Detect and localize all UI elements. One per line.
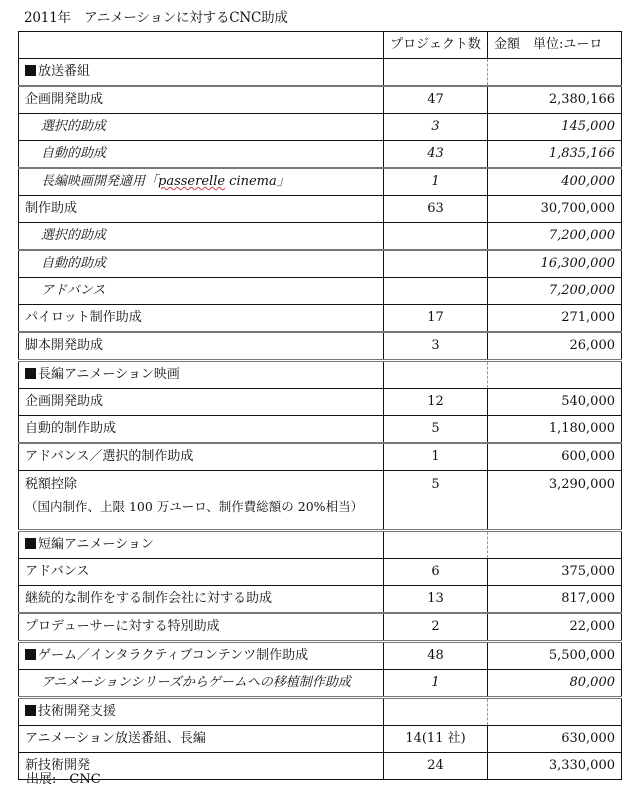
table-row — [19, 416, 622, 444]
row-amount: 80,000 — [488, 670, 622, 698]
row-projects — [384, 223, 488, 251]
row-projects: 47 — [384, 86, 488, 114]
row-amount: 1,835,166 — [488, 141, 622, 169]
table-row — [19, 86, 622, 114]
cnc-subsidy-table — [18, 31, 622, 780]
row-projects: 5 — [384, 416, 488, 444]
header-amount: 金額 単位:ユーロ — [488, 32, 622, 59]
row-label: 制作助成 — [19, 196, 384, 223]
table-row — [19, 278, 622, 305]
row-amount: 5,500,000 — [488, 642, 622, 670]
row-projects: 17 — [384, 305, 488, 333]
table-row — [19, 753, 622, 780]
row-amount: 630,000 — [488, 726, 622, 753]
row-amount: 375,000 — [488, 559, 622, 586]
row-amount: 3,290,000 — [488, 471, 622, 531]
table-row — [19, 332, 622, 361]
table-header-row — [19, 32, 622, 59]
row-projects — [384, 250, 488, 278]
row-projects: 3 — [384, 332, 488, 361]
row-label: 企画開発助成 — [19, 389, 384, 416]
row-amount: 3,330,000 — [488, 753, 622, 780]
spellcheck-word: passerelle — [158, 174, 226, 189]
table-row — [19, 196, 622, 223]
row-label: アニメーション放送番組、長編 — [19, 726, 384, 753]
row-projects: 1 — [384, 168, 488, 196]
row-amount: 30,700,000 — [488, 196, 622, 223]
header-label — [19, 32, 384, 59]
row-label: アドバンス／選択的制作助成 — [19, 443, 384, 471]
square-bullet-icon — [25, 65, 36, 76]
table-row — [19, 670, 622, 698]
row-projects: 63 — [384, 196, 488, 223]
row-label: 自動的助成 — [19, 141, 384, 169]
section-heading: 短編アニメーション — [38, 537, 154, 552]
row-label: プロデューサーに対する特別助成 — [19, 613, 384, 642]
row-projects: 24 — [384, 753, 488, 780]
square-bullet-icon — [25, 649, 36, 660]
row-amount: 540,000 — [488, 389, 622, 416]
table-row — [19, 389, 622, 416]
row-amount: 22,000 — [488, 613, 622, 642]
table-row — [19, 114, 622, 141]
section-heading-row — [19, 361, 622, 389]
section-heading: ゲーム／インタラクティブコンテンツ制作助成 — [38, 648, 309, 663]
table-row — [19, 613, 622, 642]
row-label: アドバンス — [19, 278, 384, 305]
document-title: 2011年 アニメーションに対するCNC助成 — [24, 10, 288, 26]
row-note: （国内制作、上限 100 万ユーロ、制作費総額の 20%相当） — [25, 499, 364, 514]
row-label: 継続的な制作をする制作会社に対する助成 — [19, 586, 384, 614]
section-heading: 長編アニメーション映画 — [38, 367, 180, 382]
row-amount: 2,380,166 — [488, 86, 622, 114]
section-heading-row — [19, 531, 622, 559]
row-projects: 1 — [384, 443, 488, 471]
row-label: 税額控除 （国内制作、上限 100 万ユーロ、制作費総額の 20%相当） — [19, 471, 384, 531]
section-heading: 放送番組 — [38, 64, 91, 79]
table-row — [19, 141, 622, 169]
row-projects — [384, 278, 488, 305]
table-row — [19, 443, 622, 471]
square-bullet-icon — [25, 368, 36, 379]
row-projects: 3 — [384, 114, 488, 141]
table-row — [19, 586, 622, 614]
row-projects: 13 — [384, 586, 488, 614]
square-bullet-icon — [25, 705, 36, 716]
row-label: パイロット制作助成 — [19, 305, 384, 333]
row-projects: 2 — [384, 613, 488, 642]
row-amount: 817,000 — [488, 586, 622, 614]
row-amount: 145,000 — [488, 114, 622, 141]
row-amount: 271,000 — [488, 305, 622, 333]
section-heading: 技術開発支援 — [38, 704, 117, 719]
row-label: 自動的助成 — [19, 250, 384, 278]
row-projects: 12 — [384, 389, 488, 416]
row-projects: 14(11 社) — [384, 726, 488, 753]
row-projects: 5 — [384, 471, 488, 531]
row-label: 長編映画開発適用「passerelle cinema」 — [19, 168, 384, 196]
row-projects: 6 — [384, 559, 488, 586]
table-row — [19, 471, 622, 531]
section-heading-row — [19, 698, 622, 726]
row-projects: 1 — [384, 670, 488, 698]
table-row — [19, 305, 622, 333]
square-bullet-icon — [25, 538, 36, 549]
table-row — [19, 559, 622, 586]
row-label: 企画開発助成 — [19, 86, 384, 114]
table-row — [19, 726, 622, 753]
header-projects: プロジェクト数 — [384, 32, 488, 59]
row-amount: 7,200,000 — [488, 223, 622, 251]
section-heading-row — [19, 59, 622, 87]
row-amount: 1,180,000 — [488, 416, 622, 444]
row-projects: 43 — [384, 141, 488, 169]
row-label: 選択的助成 — [19, 223, 384, 251]
row-amount: 7,200,000 — [488, 278, 622, 305]
row-amount: 26,000 — [488, 332, 622, 361]
row-label: 選択的助成 — [19, 114, 384, 141]
row-amount: 400,000 — [488, 168, 622, 196]
source-note: 出展: CNC — [26, 772, 101, 787]
table-row — [19, 223, 622, 251]
row-label: アニメーションシリーズからゲームへの移植制作助成 — [19, 670, 384, 698]
row-label: 脚本開発助成 — [19, 332, 384, 361]
row-label: 自動的制作助成 — [19, 416, 384, 444]
row-projects: 48 — [384, 642, 488, 670]
row-amount: 16,300,000 — [488, 250, 622, 278]
section-heading-row — [19, 642, 622, 670]
table-row — [19, 168, 622, 196]
row-label: 新技術開発 — [19, 753, 384, 780]
row-amount: 600,000 — [488, 443, 622, 471]
row-label: アドバンス — [19, 559, 384, 586]
table-row — [19, 250, 622, 278]
